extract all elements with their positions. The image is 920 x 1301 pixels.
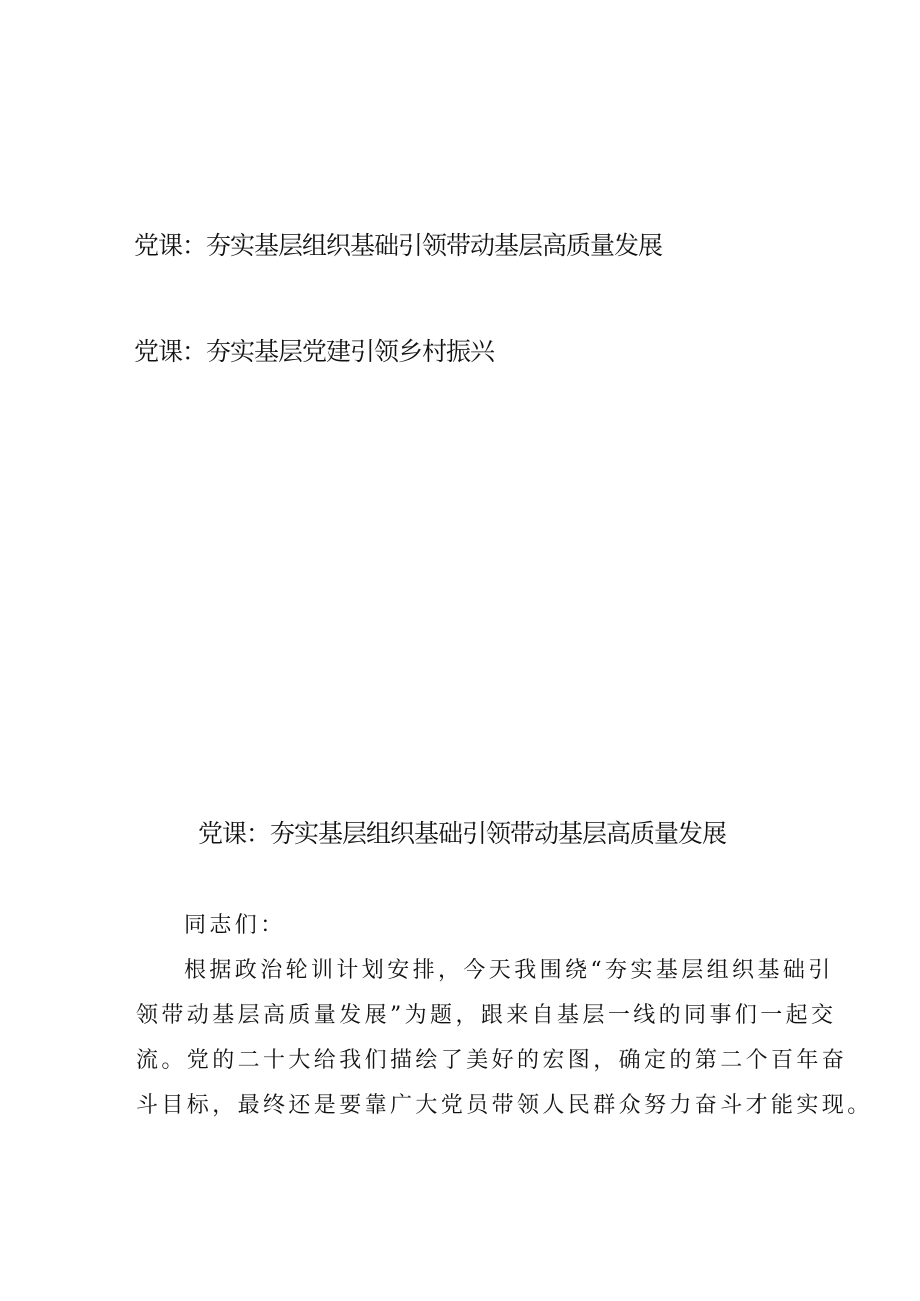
toc-entry-2: 党课：夯实基层党建引领乡村振兴 (134, 337, 495, 366)
greeting: 同志们： (184, 913, 286, 938)
paragraph-line: 斗目标，最终还是要靠广大党员带领人民群众努力奋斗才能实现。 (136, 1093, 873, 1118)
paragraph-line: 流。党的二十大给我们描绘了美好的宏图，确定的第二个百年奋 (136, 1048, 848, 1073)
paragraph (136, 948, 873, 1128)
article-title: 党课：夯实基层组织基础引领带动基层高质量发展 (197, 819, 726, 848)
article-body (136, 903, 873, 1128)
paragraph-line: 领带动基层高质量发展”为题，跟来自基层一线的同事们一起交 (136, 1003, 837, 1028)
paragraph-line: 根据政治轮训计划安排，今天我围绕“夯实基层组织基础引 (184, 958, 834, 983)
toc-entry-1: 党课：夯实基层组织基础引领带动基层高质量发展 (134, 231, 663, 260)
